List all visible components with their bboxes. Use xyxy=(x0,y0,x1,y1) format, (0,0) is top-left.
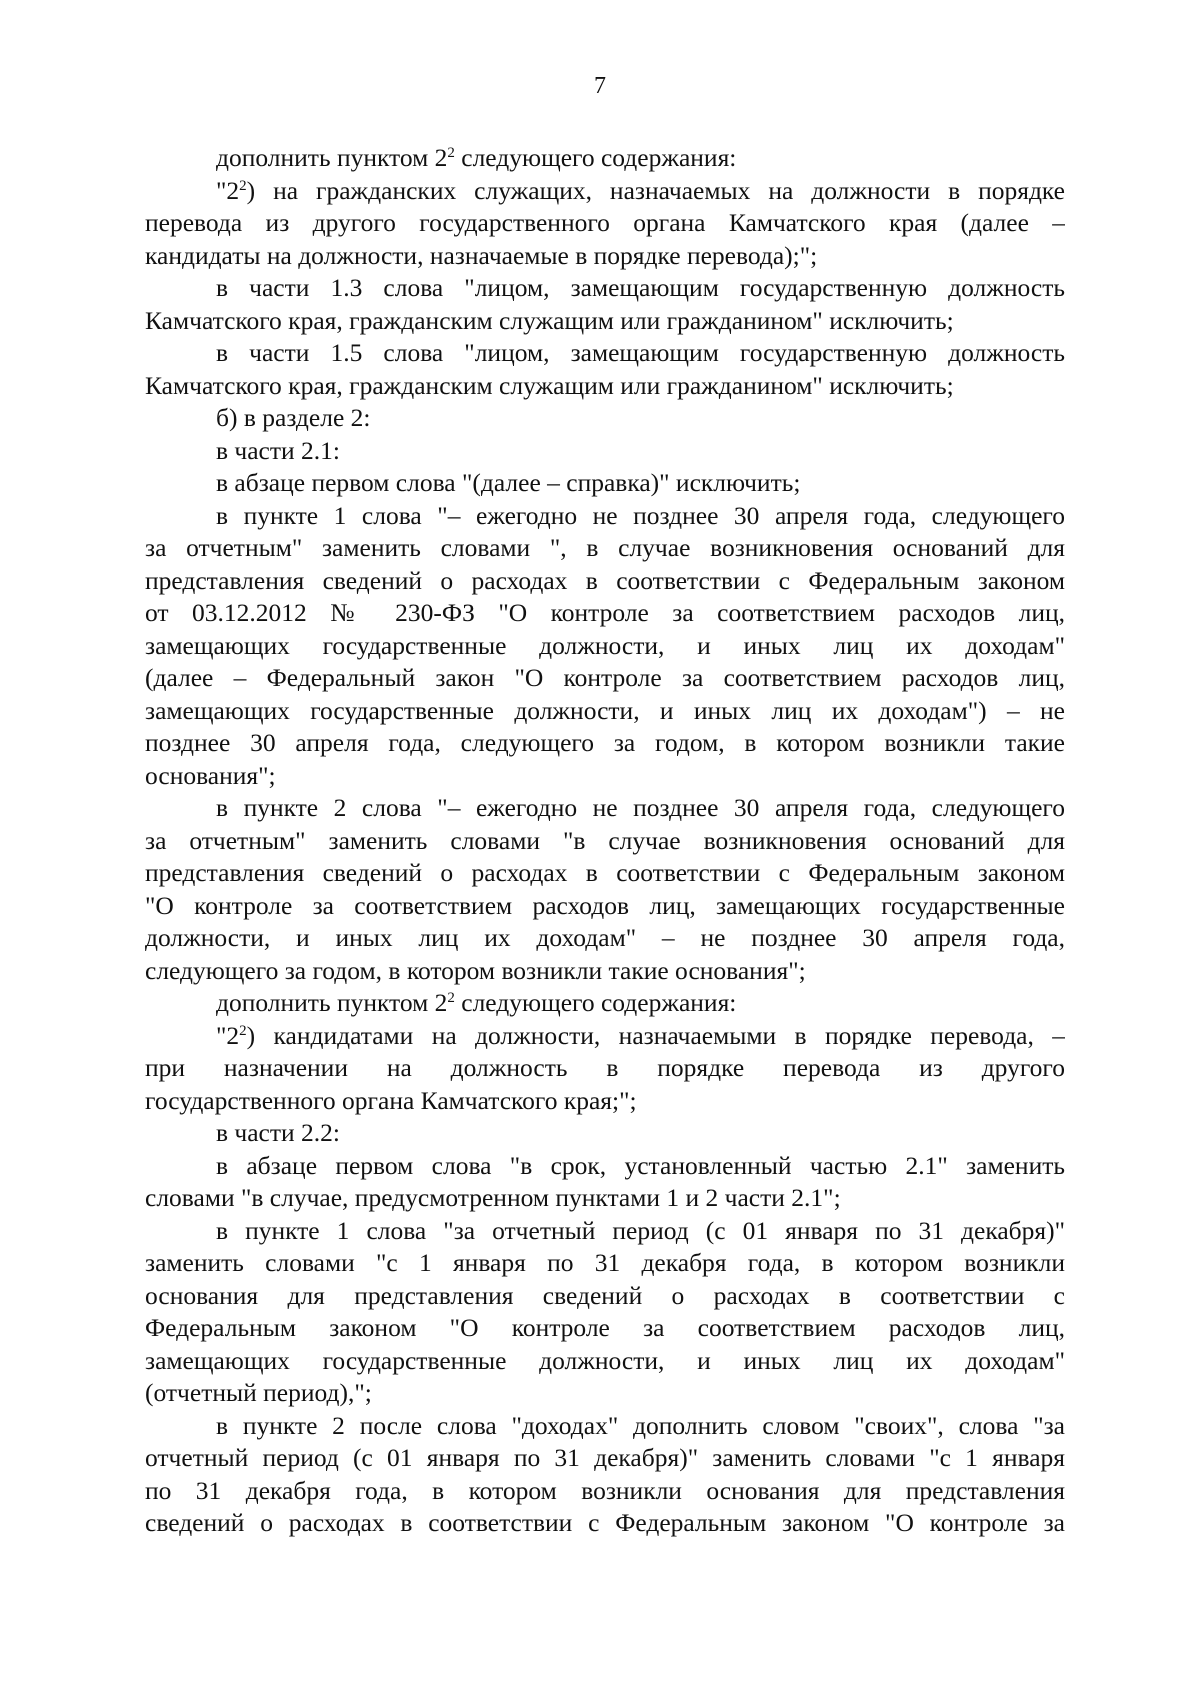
text-line xyxy=(145,500,1065,533)
text-line-main: представления сведений о расходах в соответствии с Федеральным законом xyxy=(145,858,1065,887)
text-line-main: Федеральным законом "О контроле за соответствием расходов лиц, xyxy=(145,1313,1065,1342)
text-line-main: отчетный период (с 01 января по 31 декабря)" заменить словами "с 1 января xyxy=(145,1443,1065,1472)
superscript: 2 xyxy=(239,1022,247,1039)
text-line-main: Камчатского края, гражданским служащим или гражданином" исключить; xyxy=(145,370,954,400)
text-line xyxy=(145,467,1065,500)
text-line-continuation: ) на гражданских служащих, назначаемых на должности в порядке xyxy=(246,175,1065,205)
text-line-main: от 03.12.2012 № 230-ФЗ "О контроле за соответствием расходов лиц, xyxy=(145,598,1065,627)
text-line xyxy=(145,922,1065,955)
text-line xyxy=(145,955,1065,988)
superscript: 2 xyxy=(447,990,455,1006)
text-line xyxy=(145,435,1065,468)
text-line-main: (далее – Федеральный закон "О контроле за соответствием расходов лиц, xyxy=(145,663,1065,692)
text-line-main: замещающих государственные должности, и иных лиц их доходам" xyxy=(145,630,1065,660)
text-line xyxy=(145,532,1065,565)
text-line xyxy=(145,207,1065,240)
text-line-main: позднее 30 апреля года, следующего за годом, в котором возникли такие xyxy=(145,728,1065,757)
text-line xyxy=(145,727,1065,760)
text-line-main: (отчетный период),"; xyxy=(145,1378,372,1407)
text-line-main: словами "в случае, предусмотренном пунктами 1 и 2 части 2.1"; xyxy=(145,1183,841,1212)
text-line xyxy=(145,1507,1065,1540)
text-line xyxy=(145,597,1065,630)
text-line xyxy=(145,695,1065,728)
text-line-main: б) в разделе 2: xyxy=(216,403,371,432)
text-line xyxy=(145,987,1065,1020)
text-line-main: в части 1.3 слова "лицом, замещающим государственную должность xyxy=(216,273,1065,302)
text-line-main: основания"; xyxy=(145,760,276,790)
text-line-main: в пункте 1 слова "– ежегодно не позднее 30 апреля года, следующего xyxy=(216,500,1065,530)
text-line xyxy=(145,175,1065,208)
text-line xyxy=(145,1052,1065,1085)
text-line xyxy=(145,1247,1065,1280)
text-line-main: в абзаце первом слова "в срок, установленный частью 2.1" заменить xyxy=(216,1150,1065,1180)
text-line xyxy=(145,1150,1065,1183)
text-line xyxy=(145,1410,1065,1443)
text-line-continuation: следующего содержания: xyxy=(454,143,737,172)
text-line-main: в части 2.2: xyxy=(216,1118,341,1147)
text-line-main: "О контроле за соответствием расходов лиц, замещающих государственные xyxy=(145,890,1065,920)
text-line-main: заменить словами "с 1 января по 31 декабря года, в котором возникли xyxy=(145,1248,1065,1277)
text-line xyxy=(145,857,1065,890)
text-line xyxy=(145,1117,1065,1150)
text-line xyxy=(145,305,1065,338)
text-line xyxy=(145,1475,1065,1508)
page-number: 7 xyxy=(594,73,606,99)
text-line-main: в пункте 1 слова "за отчетный период (с 01 января по 31 декабря)" xyxy=(216,1215,1065,1245)
text-line-main: в части 2.1: xyxy=(216,435,341,465)
text-line-main: в пункте 2 слова "– ежегодно не позднее 30 апреля года, следующего xyxy=(216,793,1065,822)
text-line-main: представления сведений о расходах в соответствии с Федеральным законом xyxy=(145,565,1065,595)
text-line xyxy=(145,565,1065,598)
text-line-main: дополнить пунктом 2 xyxy=(216,988,448,1017)
text-line xyxy=(145,890,1065,923)
document-body xyxy=(145,142,1065,1540)
text-line-main: следующего за годом, в котором возникли такие основания"; xyxy=(145,955,806,985)
text-line-main: Камчатского края, гражданским служащим или гражданином" исключить; xyxy=(145,305,954,335)
text-line-main: "2 xyxy=(216,1020,240,1050)
superscript: 2 xyxy=(447,145,455,161)
superscript: 2 xyxy=(239,177,247,194)
text-line-main: в пункте 2 после слова "доходах" дополнить словом "своих", слова "за xyxy=(216,1410,1065,1440)
text-line xyxy=(145,240,1065,273)
text-line xyxy=(145,662,1065,695)
text-line xyxy=(145,1215,1065,1248)
text-line-main: за отчетным" заменить словами ", в случае возникновения оснований для xyxy=(145,533,1065,562)
text-line xyxy=(145,142,1065,175)
text-line xyxy=(145,1345,1065,1378)
text-line-main: дополнить пунктом 2 xyxy=(216,143,448,172)
text-line xyxy=(145,792,1065,825)
text-line-main: в абзаце первом слова "(далее – справка)" исключить; xyxy=(216,468,801,497)
text-line xyxy=(145,825,1065,858)
text-line xyxy=(145,337,1065,370)
text-line xyxy=(145,1377,1065,1410)
text-line-main: замещающих государственные должности, и иных лиц их доходам") – не xyxy=(145,695,1065,725)
text-line-continuation: следующего содержания: xyxy=(454,988,737,1017)
text-line-main: за отчетным" заменить словами "в случае возникновения оснований для xyxy=(145,825,1065,855)
text-line xyxy=(145,370,1065,403)
text-line-main: сведений о расходах в соответствии с Федеральным законом "О контроле за xyxy=(145,1508,1065,1537)
text-line-main: замещающих государственные должности, и иных лиц их доходам" xyxy=(145,1345,1065,1375)
text-line xyxy=(145,1442,1065,1475)
text-line-main: в части 1.5 слова "лицом, замещающим государственную должность xyxy=(216,338,1065,367)
text-line xyxy=(145,760,1065,793)
text-line-main: основания для представления сведений о расходах в соответствии с xyxy=(145,1280,1065,1310)
text-line xyxy=(145,1280,1065,1313)
text-line-main: при назначении на должность в порядке перевода из другого xyxy=(145,1053,1065,1082)
text-line xyxy=(145,1312,1065,1345)
text-line-main: кандидаты на должности, назначаемые в порядке перевода);"; xyxy=(145,240,818,270)
text-line-main: государственного органа Камчатского края;"; xyxy=(145,1085,637,1115)
text-line xyxy=(145,630,1065,663)
text-line xyxy=(145,402,1065,435)
text-line-main: по 31 декабря года, в котором возникли основания для представления xyxy=(145,1475,1065,1505)
text-line-main: перевода из другого государственного органа Камчатского края (далее – xyxy=(145,208,1065,237)
text-line-continuation: ) кандидатами на должности, назначаемыми в порядке перевода, – xyxy=(246,1020,1065,1050)
text-line xyxy=(145,1182,1065,1215)
text-line xyxy=(145,1085,1065,1118)
text-line xyxy=(145,272,1065,305)
text-line-main: "2 xyxy=(216,175,240,205)
text-line xyxy=(145,1020,1065,1053)
text-line-main: должности, и иных лиц их доходам" – не позднее 30 апреля года, xyxy=(145,923,1065,952)
